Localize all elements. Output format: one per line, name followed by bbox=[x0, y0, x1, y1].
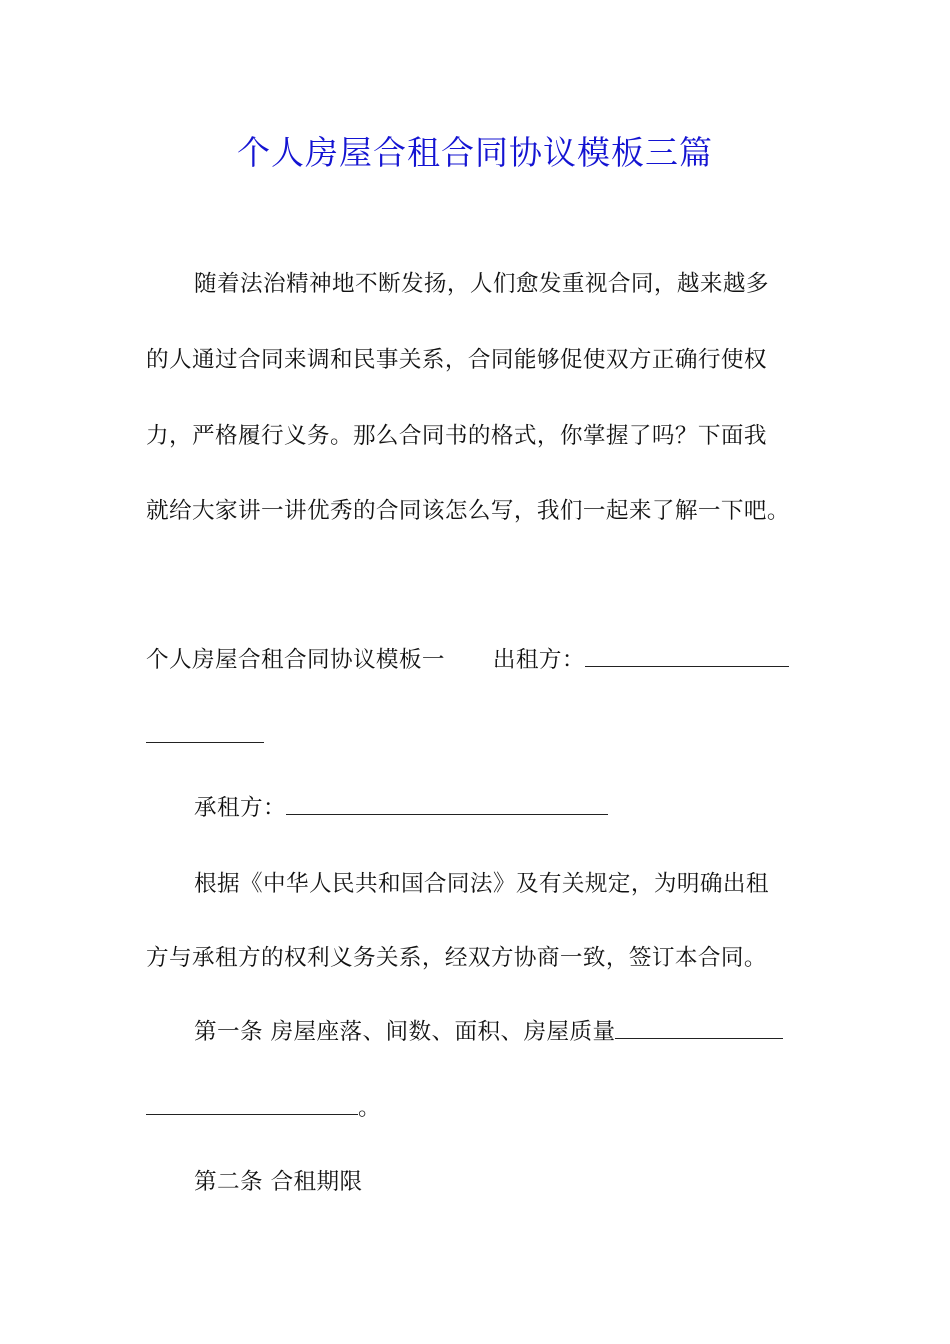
basis-line-2: 方与承租方的权利义务关系，经双方协商一致，签订本合同。 bbox=[146, 945, 767, 971]
article1-text: 第一条 房屋座落、间数、面积、房屋质量 bbox=[194, 1019, 616, 1045]
lessor-blank-continuation bbox=[146, 720, 264, 752]
article1-row bbox=[194, 1016, 783, 1048]
basis-line-1: 根据《中华人民共和国合同法》及有关规定，为明确出租 bbox=[194, 871, 769, 897]
article2-heading: 第二条 合租期限 bbox=[194, 1169, 363, 1195]
template1-heading: 个人房屋合租合同协议模板一 bbox=[146, 647, 445, 673]
lessor-label: 出租方： bbox=[492, 647, 585, 673]
intro-line-1: 随着法治精神地不断发扬，人们愈发重视合同，越来越多 bbox=[194, 271, 769, 297]
lessee-blank-line bbox=[286, 792, 608, 815]
lessee-label: 承租方： bbox=[194, 795, 286, 821]
article1-blank-line-2 bbox=[146, 1092, 358, 1115]
lessee-row bbox=[194, 792, 608, 824]
intro-line-3: 力，严格履行义务。那么合同书的格式，你掌握了吗？下面我 bbox=[146, 423, 767, 449]
template1-heading-row bbox=[146, 644, 789, 676]
intro-line-4: 就给大家讲一讲优秀的合同该怎么写，我们一起来了解一下吧。 bbox=[146, 498, 790, 524]
intro-line-2: 的人通过合同来调和民事关系，合同能够促使双方正确行使权 bbox=[146, 347, 767, 373]
article1-blank-line bbox=[615, 1016, 783, 1039]
document-title: 个人房屋合租合同协议模板三篇 bbox=[237, 133, 713, 172]
article1-end: 。 bbox=[358, 1095, 381, 1121]
lessor-blank-line bbox=[585, 644, 789, 667]
lessor-blank-line-2 bbox=[146, 720, 264, 743]
article1-continuation bbox=[146, 1092, 381, 1124]
